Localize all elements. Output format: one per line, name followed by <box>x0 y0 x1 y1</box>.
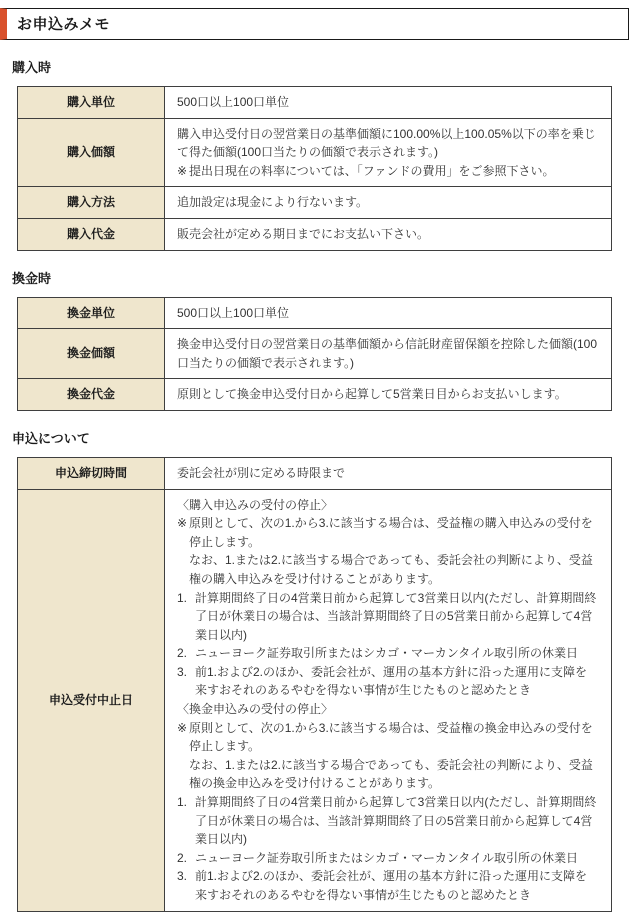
row-value: 委託会社が別に定める時限まで <box>165 457 612 489</box>
note-text: 原則として、次の1.から3.に該当する場合は、受益権の購入申込みの受付を停止します。 <box>189 516 593 549</box>
section-application <box>0 428 630 912</box>
item-text: ニューヨーク証券取引所またはシカゴ・マーカンタイル取引所の休業日 <box>195 850 579 865</box>
row-label: 換金単位 <box>18 297 165 329</box>
item-marker: 2. <box>177 646 188 661</box>
item-marker: 1. <box>177 795 188 810</box>
stop-note <box>177 719 599 756</box>
table-row <box>18 489 612 911</box>
stop-note-sub: なお、1.または2.に該当する場合であっても、委託会社の判断により、受益権の購入申込みを受け付けることがあります。 <box>189 553 593 586</box>
item-marker: 2. <box>177 850 188 865</box>
row-value: 500口以上100口単位 <box>165 87 612 119</box>
stop-item-1 <box>177 589 599 645</box>
application-table <box>17 457 612 912</box>
item-text: 前1.および2.のほか、委託会社が、運用の基本方針に沿った運用に支障を来すおそれのあるやむを得ない事情が生じたものと認めたとき <box>195 664 588 698</box>
row-label: 換金価額 <box>18 329 165 379</box>
row-label: 購入代金 <box>18 218 165 250</box>
item-marker: 1. <box>177 590 188 605</box>
purchase-table <box>17 86 612 251</box>
section-title-redemption: 換金時 <box>12 270 52 286</box>
section-title-application: 申込について <box>12 430 90 446</box>
row-value: 500口以上100口単位 <box>165 297 612 329</box>
stop-note <box>177 514 599 551</box>
note-text: 提出日現在の料率については、「ファンドの費用」をご参照下さい。 <box>189 163 555 178</box>
table-row <box>18 187 612 219</box>
stop-item-2 <box>177 849 599 868</box>
row-label: 購入方法 <box>18 187 165 219</box>
page-title: お申込みメモ <box>17 16 111 33</box>
table-row <box>18 457 612 489</box>
redemption-table <box>17 297 612 411</box>
row-label: 購入価額 <box>18 118 165 187</box>
title-bar <box>0 8 629 40</box>
item-text: 計算期間終了日の4営業日前から起算して3営業日以内(ただし、計算期間終了日が休業日の場合は、当該計算期間終了日の5営業日前から起算して4営業日以内) <box>195 795 597 847</box>
stop-item-1 <box>177 793 599 849</box>
note-paragraph <box>177 162 599 181</box>
row-value: 販売会社が定める期日までにお支払い下さい。 <box>165 218 612 250</box>
row-value: 換金申込受付日の翌営業日の基準価額から信託財産留保額を控除した価額(100口当たりの価額で表示されます。) <box>165 329 612 379</box>
stop-item-2 <box>177 644 599 663</box>
note-marker: ※ <box>177 163 188 178</box>
stop-note-sub: なお、1.または2.に該当する場合であっても、委託会社の判断により、受益権の換金申込みを受け付けることがあります。 <box>189 757 593 791</box>
row-value <box>165 489 612 911</box>
row-value: 原則として換金申込受付日から起算して5営業日目からお支払いします。 <box>165 379 612 411</box>
item-marker: 3. <box>177 664 188 679</box>
stop-item-3 <box>177 663 599 700</box>
item-text: 計算期間終了日の4営業日前から起算して3営業日以内(ただし、計算期間終了日が休業日の場合は、当該計算期間終了日の5営業日前から起算して4営業日以内) <box>195 590 597 642</box>
table-row <box>18 87 612 119</box>
row-label: 申込締切時間 <box>18 457 165 489</box>
row-value <box>165 118 612 187</box>
table-row <box>18 379 612 411</box>
row-label: 購入単位 <box>18 87 165 119</box>
section-title-purchase: 購入時 <box>12 60 52 75</box>
table-row <box>18 218 612 250</box>
section-purchase <box>0 57 630 251</box>
item-text: ニューヨーク証券取引所またはシカゴ・マーカンタイル取引所の休業日 <box>195 646 579 661</box>
paragraph: 購入申込受付日の翌営業日の基準価額に100.00%以上100.05%以下の率を乗じて得た価額(100口当たりの価額で表示されます。) <box>177 126 596 160</box>
row-value: 追加設定は現金により行ないます。 <box>165 187 612 219</box>
note-text: 原則として、次の1.から3.に該当する場合は、受益権の換金申込みの受付を停止します。 <box>189 720 593 754</box>
item-text: 前1.および2.のほか、委託会社が、運用の基本方針に沿った運用に支障を来すおそれのあるやむを得ない事情が生じたものと認めたとき <box>195 869 588 902</box>
row-label: 申込受付中止日 <box>18 489 165 911</box>
row-label: 換金代金 <box>18 379 165 411</box>
item-marker: 3. <box>177 869 188 884</box>
table-row <box>18 297 612 329</box>
stop-caption: 〈換金申込みの受付の停止〉 <box>177 702 334 717</box>
table-row <box>18 118 612 187</box>
stop-caption: 〈購入申込みの受付の停止〉 <box>177 497 334 512</box>
note-marker: ※ <box>177 516 188 531</box>
stop-item-3 <box>177 867 599 904</box>
table-row <box>18 329 612 379</box>
note-marker: ※ <box>177 720 188 735</box>
section-redemption <box>0 268 630 411</box>
